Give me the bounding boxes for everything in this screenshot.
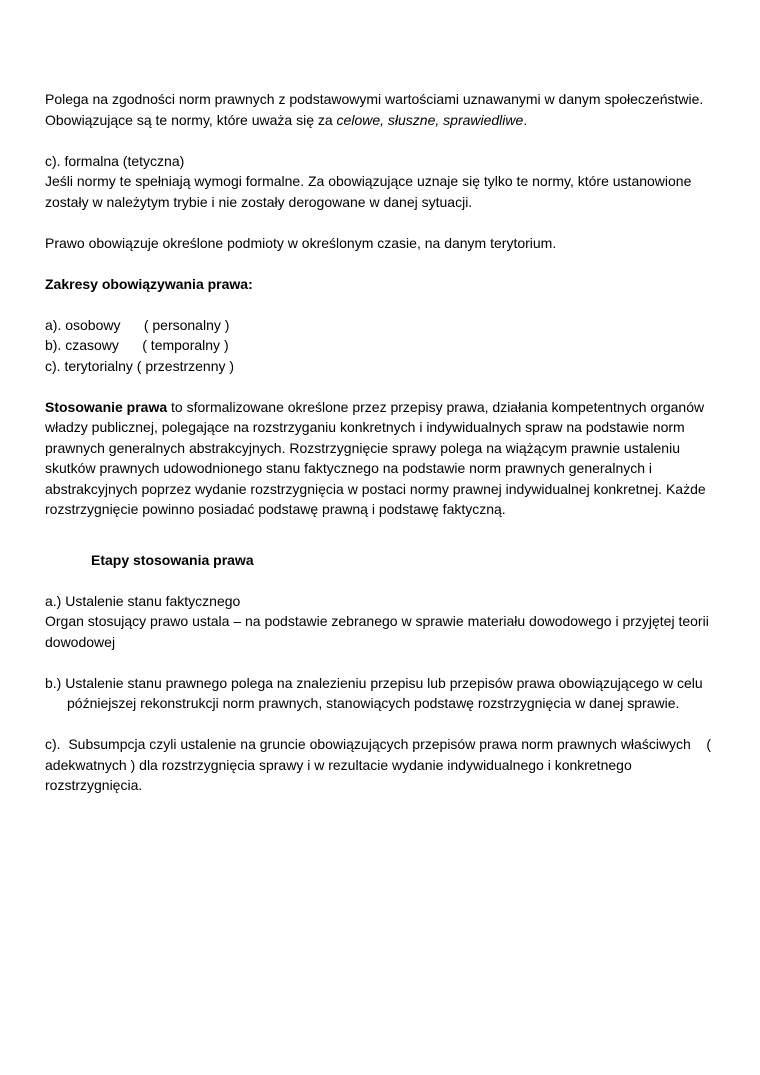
intro-period: .	[523, 111, 528, 128]
stosowanie-text: to sformalizowane określone przez przepisy prawa, działania kompetentnych organów władzy publicznej, polegające na rozstrzyganiu konkretnych i indywidualnych spraw na podstawie norm prawnych generalnych abstrakcyjnych. Rozstrzygnięcie sprawy polega na wiążącym prawnie ustaleniu skutków prawnych udowodnionego stanu faktycznego na podstawie norm prawnych generalnych i abstrakcyjnych poprzez wydanie rozstrzygnięcia w postaci normy prawnej indywidualnej konkretnej. Każde rozstrzygnięcie powinno posiadać podstawę prawną i podstawę faktyczną.	[45, 398, 706, 517]
prawo-obowiazuje-paragraph: Prawo obowiązuje określone podmioty w określonym czasie, na danym terytorium.	[45, 234, 557, 251]
intro-text: Polega na zgodności norm prawnych z podstawowymi wartościami uznawanymi w danym społeczeństwie. Obowiązujące są te normy, które uważa się za	[45, 91, 704, 128]
etapy-b-paragraph: b.) Ustalenie stanu prawnego polega na znalezieniu przepisu lub przepisów prawa obowiązującego w celu późniejszej rekonstrukcji norm prawnych, stanowiących podstawę rozstrzygnięcia w danej sprawie.	[45, 674, 703, 711]
etapy-a-title: a.) Ustalenie stanu faktycznego	[45, 592, 241, 609]
formalna-paragraph: Jeśli normy te spełniają wymogi formalne. Za obowiązujące uznaje się tylko te normy, które ustanowione zostały w należytym trybie i nie zostały derogowane w danej sytuacji.	[45, 173, 692, 210]
intro-paragraph	[45, 89, 715, 130]
zakresy-heading: Zakresy obowiązywania prawa:	[45, 275, 253, 292]
formalna-title: c). formalna (tetyczna)	[45, 152, 185, 169]
etapy-heading: Etapy stosowania prawa	[91, 551, 254, 568]
zakresy-item-terytorialny: c). terytorialny ( przestrzenny )	[45, 357, 235, 374]
etapy-a-paragraph: Organ stosujący prawo ustala – na podstawie zebranego w sprawie materiału dowodowego i przyjętej teorii dowodowej	[45, 613, 709, 650]
zakresy-item-czasowy: b). czasowy ( temporalny )	[45, 337, 229, 353]
document-page	[45, 89, 715, 796]
stosowanie-term: Stosowanie prawa	[45, 398, 168, 415]
etapy-c-paragraph: c). Subsumpcja czyli ustalenie na gruncie obowiązujących przepisów prawa norm prawnych właściwych ( adekwatnych ) dla rozstrzygnięcia sprawy i w rezultacie wydanie indywidualnego i konkretnego rozstrzygnięcia.	[45, 736, 715, 793]
stosowanie-paragraph	[45, 397, 715, 520]
intro-italic-text: celowe, słuszne, sprawiedliwe	[336, 111, 524, 128]
zakresy-item-osobowy: a). osobowy ( personalny )	[45, 316, 230, 333]
